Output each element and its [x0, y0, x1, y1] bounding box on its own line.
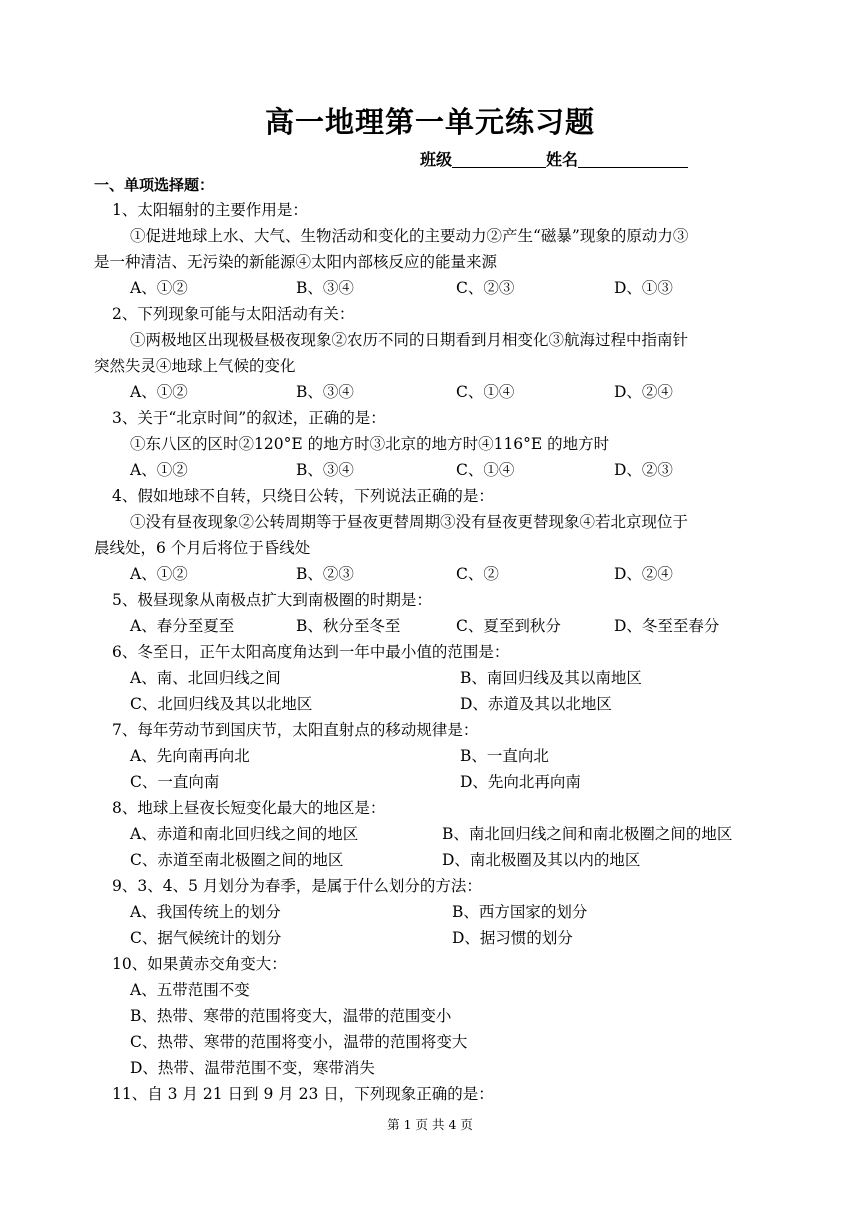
option-9b: B、西方国家的划分	[452, 903, 588, 921]
question-3-stem: ①东八区的区时②120°E 的地方时③北京的地方时④116°E 的地方时	[130, 435, 610, 453]
option-3a: A、①②	[130, 461, 188, 479]
option-1d: D、①③	[614, 279, 673, 297]
question-6: 6、冬至日，正午太阳高度角达到一年中最小值的范围是：	[112, 643, 510, 661]
option-8b: B、南北回归线之间和南北极圈之间的地区	[442, 825, 733, 843]
option-4a: A、①②	[130, 565, 188, 583]
option-10d: D、热带、温带范围不变，寒带消失	[130, 1059, 375, 1077]
option-5d: D、冬至至春分	[614, 617, 720, 635]
option-4d: D、②④	[614, 565, 673, 583]
option-8a: A、赤道和南北回归线之间的地区	[130, 825, 359, 843]
option-7d: D、先向北再向南	[460, 773, 581, 791]
option-6d: D、赤道及其以北地区	[460, 695, 612, 713]
student-info	[420, 147, 688, 170]
option-7c: C、一直向南	[130, 773, 220, 791]
option-10a: A、五带范围不变	[130, 981, 250, 999]
section-heading: 一、单项选择题：	[94, 176, 215, 194]
page-footer: 第 1 页 共 4 页	[387, 1117, 473, 1132]
class-label: 班级	[420, 150, 453, 169]
option-3c: C、①④	[456, 461, 515, 479]
question-10: 10、如果黄赤交角变大：	[112, 955, 287, 973]
option-9c: C、据气候统计的划分	[130, 929, 282, 947]
option-7a: A、先向南再向北	[130, 747, 250, 765]
question-1-stem-cont: 是一种清洁、无污染的新能源④太阳内部核反应的能量来源	[94, 253, 498, 271]
question-4: 4、假如地球不自转，只绕日公转，下列说法正确的是：	[112, 487, 494, 505]
question-1: 1、太阳辐射的主要作用是：	[112, 201, 308, 219]
option-3b: B、③④	[296, 461, 354, 479]
option-6b: B、南回归线及其以南地区	[460, 669, 642, 687]
option-6c: C、北回归线及其以北地区	[130, 695, 313, 713]
option-1c: C、②③	[456, 279, 515, 297]
option-8d: D、南北极圈及其以内的地区	[442, 851, 641, 869]
option-1b: B、③④	[296, 279, 354, 297]
question-4-stem: ①没有昼夜现象②公转周期等于昼夜更替周期③没有昼夜更替现象④若北京现位于	[130, 513, 689, 531]
option-10b: B、热带、寒带的范围将变大，温带的范围变小	[130, 1007, 452, 1025]
question-1-stem: ①促进地球上水、大气、生物活动和变化的主要动力②产生“磁暴”现象的原动力③	[130, 227, 689, 245]
option-4c: C、②	[456, 565, 499, 583]
option-5c: C、夏至到秋分	[456, 617, 561, 635]
question-4-stem-cont: 晨线处，6 个月后将位于昏线处	[94, 539, 311, 557]
name-blank[interactable]	[578, 149, 688, 168]
option-2c: C、①④	[456, 383, 515, 401]
question-2-stem: ①两极地区出现极昼极夜现象②农历不同的日期看到月相变化③航海过程中指南针	[130, 331, 689, 349]
option-1a: A、①②	[130, 279, 188, 297]
question-8: 8、地球上昼夜长短变化最大的地区是：	[112, 799, 386, 817]
option-3d: D、②③	[614, 461, 673, 479]
question-3: 3、关于“北京时间”的叙述，正确的是：	[112, 409, 386, 427]
name-label: 姓名	[546, 150, 579, 169]
option-5b: B、秋分至冬至	[296, 617, 401, 635]
option-8c: C、赤道至南北极圈之间的地区	[130, 851, 344, 869]
question-5: 5、极昼现象从南极点扩大到南极圈的时期是：	[112, 591, 432, 609]
question-11: 11、自 3 月 21 日到 9 月 23 日，下列现象正确的是：	[112, 1085, 494, 1103]
option-10c: C、热带、寒带的范围将变小，温带的范围将变大	[130, 1033, 468, 1051]
question-9: 9、3、4、5 月划分为春季，是属于什么划分的方法：	[112, 877, 482, 895]
option-2a: A、①②	[130, 383, 188, 401]
option-2b: B、③④	[296, 383, 354, 401]
question-2: 2、下列现象可能与太阳活动有关：	[112, 305, 355, 323]
option-2d: D、②④	[614, 383, 673, 401]
option-4b: B、②③	[296, 565, 354, 583]
class-blank[interactable]	[452, 149, 546, 168]
question-7: 7、每年劳动节到国庆节，太阳直射点的移动规律是：	[112, 721, 479, 739]
option-9a: A、我国传统上的划分	[130, 903, 281, 921]
question-2-stem-cont: 突然失灵④地球上气候的变化	[94, 357, 296, 375]
option-5a: A、春分至夏至	[130, 617, 235, 635]
option-6a: A、南、北回归线之间	[130, 669, 281, 687]
option-9d: D、据习惯的划分	[452, 929, 573, 947]
page-title: 高一地理第一单元练习题	[264, 105, 595, 139]
option-7b: B、一直向北	[460, 747, 549, 765]
